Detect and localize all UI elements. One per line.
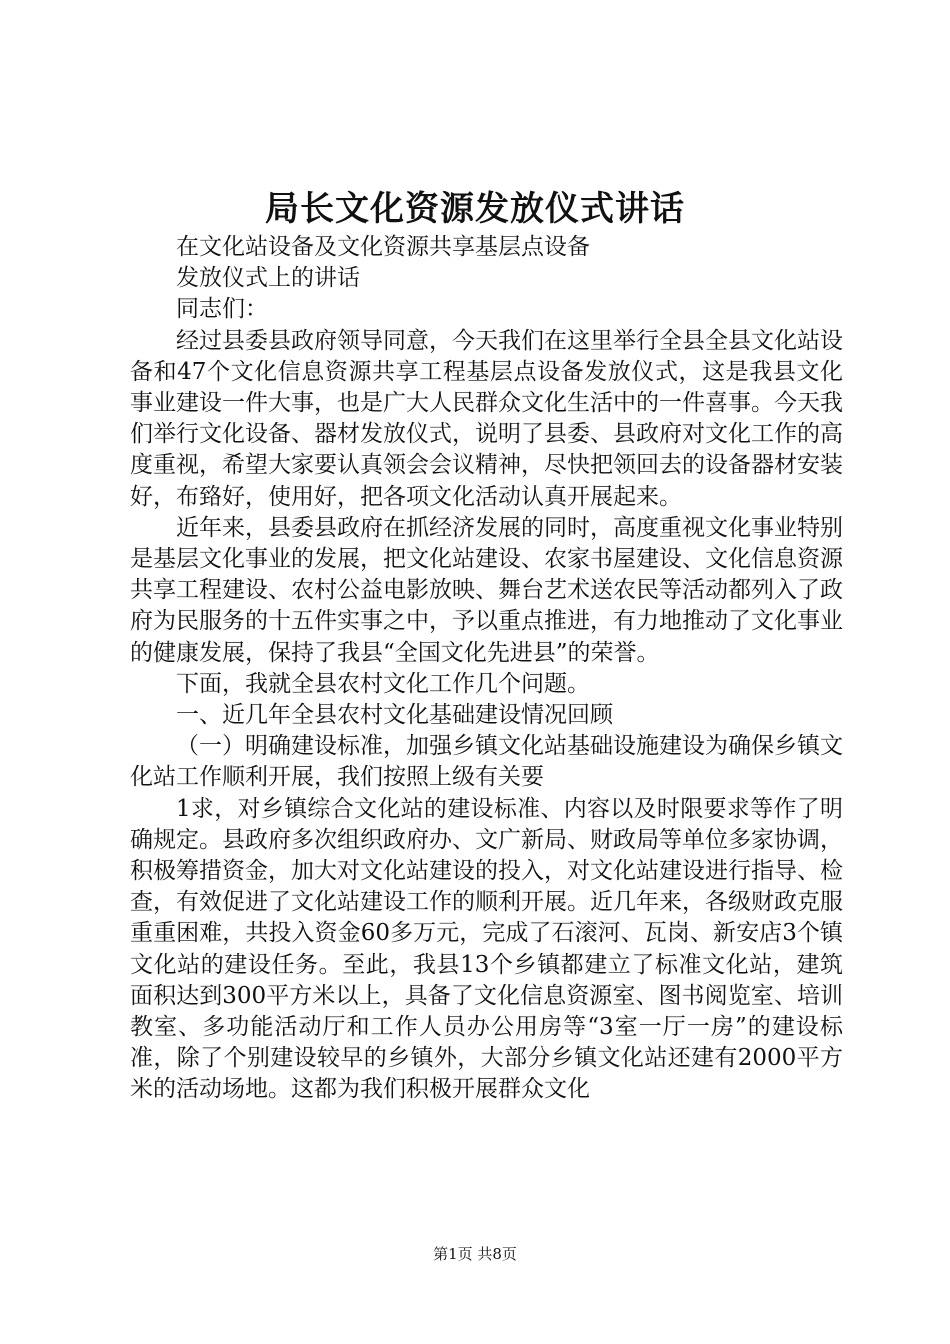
paragraph: 下面，我就全县农村文化工作几个问题。: [176, 670, 590, 697]
document-body: [130, 232, 843, 1106]
subtitle-line-1: 在文化站设备及文化资源共享基层点设备: [176, 234, 590, 260]
section-heading: 一、近几年全县农村文化基础建设情况回顾: [176, 702, 613, 729]
page-footer: 第1页 共8页: [433, 1245, 517, 1263]
document-title: 局长文化资源发放仪式讲话: [265, 189, 685, 229]
paragraph: 经过县委县政府领导同意，今天我们在这里举行全县全县文化站设备和47个文化信息资源共享工程基层点设备发放仪式，这是我县文化事业建设一件大事，也是广大人民群众文化生活中的一件喜事。今天我们举行文化设备、器材发放仪式，说明了县委、县政府对文化工作的高度重视，希望大家要认真领会会议精神，尽快把领回去的设备器材安装好，布臵好，使用好，把各项文化活动认真开展起来。: [130, 327, 843, 510]
paragraph: 近年来，县委县政府在抓经济发展的同时，高度重视文化事业特别是基层文化事业的发展，把文化站建设、农家书屋建设、文化信息资源共享工程建设、农村公益电影放映、舞台艺术送农民等活动都列入了政府为民服务的十五件实事之中，予以重点推进，有力地推动了文化事业的健康发展，保持了我县“全国文化先进县”的荣誉。: [130, 514, 843, 666]
salutation: 同志们：: [176, 296, 268, 323]
subtitle-line-2: 发放仪式上的讲话: [176, 265, 360, 292]
subsection-heading: （一）明确建设标准，加强乡镇文化站基础设施建设为确保乡镇文化站工作顺利开展，我们按照上级有关要: [130, 733, 843, 791]
paragraph: 1求，对乡镇综合文化站的建设标准、内容以及时限要求等作了明确规定。县政府多次组织政府办、文广新局、财政局等单位多家协调，积极筹措资金，加大对文化站建设的投入，对文化站建设进行指导、检查，有效促进了文化站建设工作的顺利开展。近几年来，各级财政克服重重困难，共投入资金60多万元，完成了石滚河、瓦岗、新安店3个镇文化站的建设任务。至此，我县13个乡镇都建立了标准文化站，建筑面积达到300平方米以上，具备了文化信息资源室、图书阅览室、培训教室、多功能活动厅和工作人员办公用房等“3室一厅一房”的建设标准，除了个别建设较早的乡镇外，大部分乡镇文化站还建有2000平方米的活动场地。这都为我们积极开展群众文化: [130, 795, 843, 1103]
